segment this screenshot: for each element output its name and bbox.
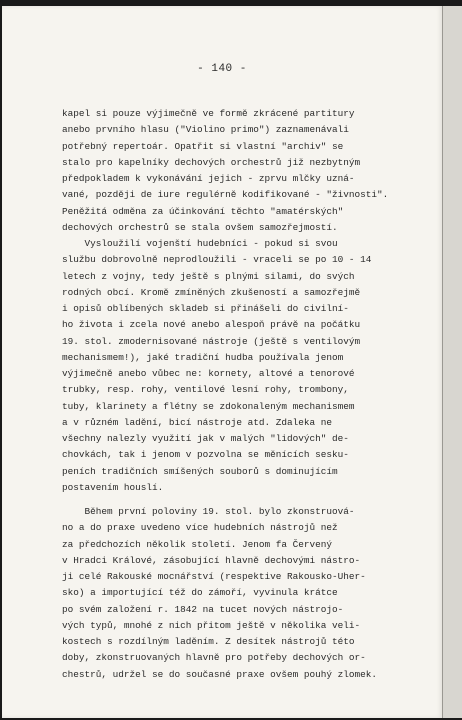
text-line: službu dobrovolně neprodloužili - vraceli se po 10 - 14 xyxy=(62,254,372,266)
text-line: 19. stol. zmodernisované nástroje (ještě s ventilovým xyxy=(62,335,361,347)
text-line: potřebný repertoár. Opatřit si vlastní "archiv" se xyxy=(62,140,344,152)
text-line: ji celé Rakouské mocnářství (respektive Rakousko-Uher- xyxy=(62,571,366,582)
text-line: za předchozích několik století. Jenom fa Červený xyxy=(62,538,333,550)
text-line: v Hradci Králové, zásobující hlavně dechovými nástro- xyxy=(62,554,361,566)
text-line: vých typů, mnohé z nich přitom ještě v několika veli- xyxy=(62,619,361,631)
text-line: Během první poloviny 19. stol. bylo zkonstruová- xyxy=(62,506,355,517)
text-line: tuby, klarinety a flétny se zdokonaleným mechanismem xyxy=(62,400,355,412)
text-line: doby, zkonstruovaných hlavně pro potřeby dechových or- xyxy=(62,652,366,664)
text-line: postavením houslí. xyxy=(62,481,164,493)
typewritten-page xyxy=(2,6,442,718)
text-line: a v různém ladění, bicí nástroje atd. Zdaleka ne xyxy=(62,416,333,428)
text-line: trubky, resp. rohy, ventilové lesní rohy, trombony, xyxy=(62,384,349,396)
text-line: Vysloužilí vojenští hudebníci - pokud si svou xyxy=(62,238,338,249)
text-line: kapel si pouze výjimečně ve formě zkrácené partitury xyxy=(62,108,355,119)
body-text xyxy=(62,106,407,683)
text-line: chovkách, tak i jenom v pozvolna se měnících sesku- xyxy=(62,449,349,461)
text-line: sko) a importující též do zámoří, vyvinula krátce xyxy=(62,587,338,599)
text-line: i opisů oblíbených skladeb si přinášeli do civilní- xyxy=(62,303,349,314)
text-line: vané, později de iure regulérně kodifikované - "živnosti". xyxy=(62,189,389,201)
paragraph-2 xyxy=(62,236,407,496)
text-line: kostech s rozdílným laděním. Z desítek nástrojů této xyxy=(62,636,355,647)
text-line: všechny nalezly využití jak v malých "lidových" de- xyxy=(62,433,349,444)
text-line: po svém založení r. 1842 na tucet nových nástrojo- xyxy=(62,603,344,615)
text-line: mechanismem!), jaké tradiční hudba používala jenom xyxy=(62,351,344,363)
paragraph-gap xyxy=(62,496,407,504)
text-line: rodných obcí. Kromě zmíněných zkušeností a samozřejmě xyxy=(62,286,361,298)
paragraph-3 xyxy=(62,504,407,683)
text-line: předpokladem k vykonávání jejich - zprvu mlčky uzná- xyxy=(62,173,355,184)
text-line: ho života i zcela nové anebo alespoň právě na počátku xyxy=(62,319,361,331)
text-line: stalo pro kapelníky dechových orchestrů již nezbytným xyxy=(62,156,361,168)
text-line: anebo prvního hlasu ("Violino primo") zaznamenávali xyxy=(62,124,349,136)
text-line: dechových orchestrů se stala ovšem samozřejmostí. xyxy=(62,221,338,233)
text-line: výjimečně anebo vůbec ne: kornety, altové a tenorové xyxy=(62,368,355,379)
text-line: Peněžitá odměna za účinkování těchto "amatérských" xyxy=(62,205,344,217)
text-line: no a do praxe uvedeno více hudebních nástrojů než xyxy=(62,522,338,534)
paragraph-1 xyxy=(62,106,407,236)
text-line: peních tradičních smíšených souborů s dominujícím xyxy=(62,465,338,477)
page-number: - 140 - xyxy=(197,63,247,75)
next-page-edge xyxy=(442,6,462,718)
text-line: chestrů, udržel se do současné praxe ovšem pouhý zlomek. xyxy=(62,668,378,680)
text-line: letech z vojny, tedy ještě s plnými silami, do svých xyxy=(62,270,355,282)
